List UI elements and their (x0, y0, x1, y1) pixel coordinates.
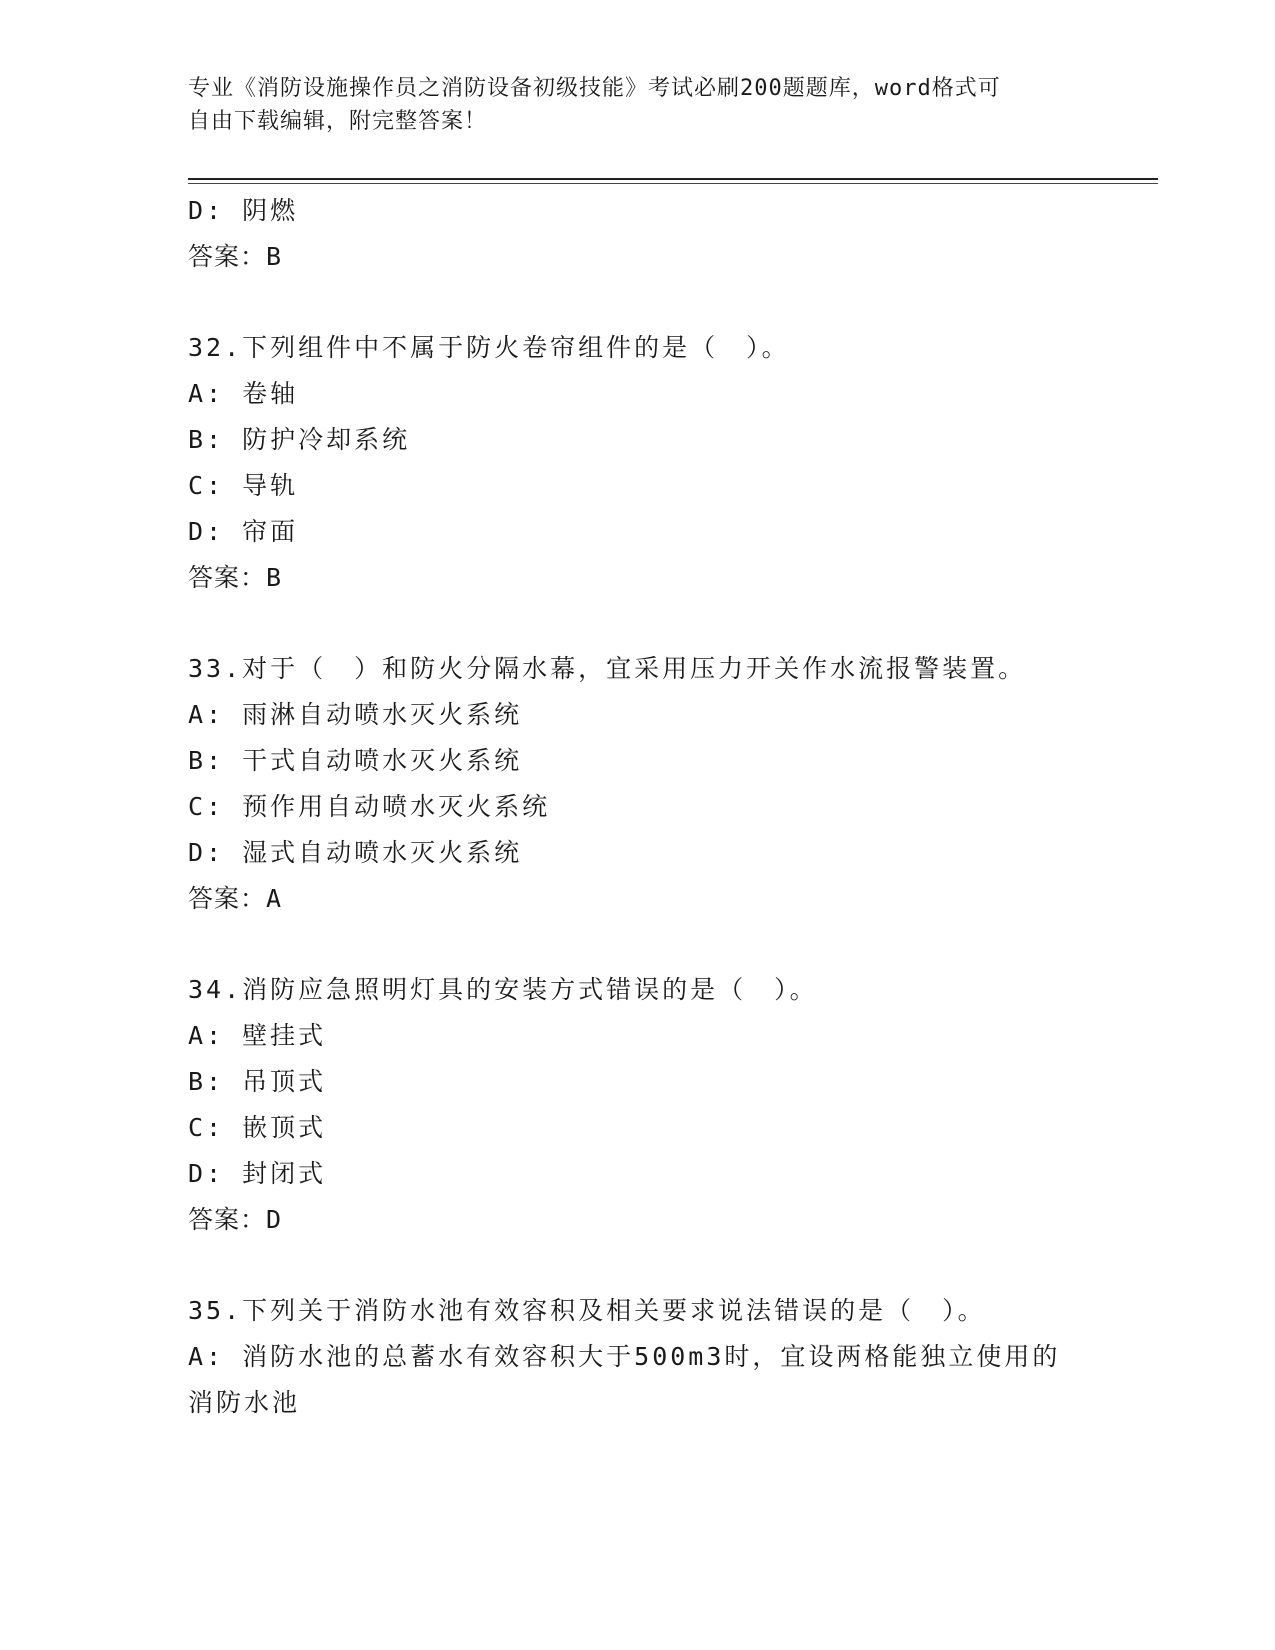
answer-label: 答案： (188, 242, 267, 271)
answer-row (188, 876, 1088, 922)
option-c: C: 嵌顶式 (188, 1113, 327, 1142)
header-line-2: 自由下载编辑，附完整答案！ (188, 109, 488, 134)
option-a: A: 雨淋自动喷水灭火系统 (188, 700, 523, 729)
option-c: C: 导轨 (188, 471, 299, 500)
answer-row (188, 1197, 1088, 1243)
answer-label: 答案： (188, 884, 267, 913)
answer-value: B (266, 563, 283, 592)
option-a-line-2: 消防水池 (188, 1388, 301, 1417)
question-34 (188, 967, 1088, 1243)
answer-value: D (266, 1205, 283, 1234)
option-b: B: 干式自动喷水灭火系统 (188, 746, 523, 775)
answer-value: A (266, 884, 283, 913)
question-32 (188, 325, 1088, 601)
option-a: A: 卷轴 (188, 379, 299, 408)
prev-answer (188, 234, 1088, 280)
question-list (188, 188, 1088, 1426)
option-c: C: 预作用自动喷水灭火系统 (188, 792, 551, 821)
header-line-1: 专业《消防设施操作员之消防设备初级技能》考试必刷200题题库，word格式可 (188, 76, 1001, 101)
option-b: B: 吊顶式 (188, 1067, 327, 1096)
option-d: D: 湿式自动喷水灭火系统 (188, 838, 523, 867)
option-a-line-1: A: 消防水池的总蓄水有效容积大于500m3时，宜设两格能独立使用的 (188, 1342, 1061, 1371)
question-33 (188, 646, 1088, 922)
answer-row (188, 555, 1088, 601)
option-d: D: 封闭式 (188, 1159, 327, 1188)
option-d: D: 帘面 (188, 517, 299, 546)
answer-label: 答案： (188, 1205, 267, 1234)
option-a: A: 壁挂式 (188, 1021, 327, 1050)
question-stem: 33.对于（ ）和防火分隔水幕，宜采用压力开关作水流报警装置。 (188, 654, 1027, 683)
header-divider-thick (188, 178, 1158, 180)
question-stem: 34.消防应急照明灯具的安装方式错误的是（ ）。 (188, 975, 818, 1004)
prev-option-d: D: 阴燃 (188, 196, 299, 225)
document-header (188, 72, 1088, 138)
question-stem: 35.下列关于消防水池有效容积及相关要求说法错误的是（ ）。 (188, 1296, 986, 1325)
answer-value: B (266, 242, 283, 271)
answer-label: 答案： (188, 563, 267, 592)
header-divider-thin (188, 183, 1158, 184)
question-35 (188, 1288, 1088, 1426)
question-stem: 32.下列组件中不属于防火卷帘组件的是（ ）。 (188, 333, 790, 362)
option-b: B: 防护冷却系统 (188, 425, 411, 454)
